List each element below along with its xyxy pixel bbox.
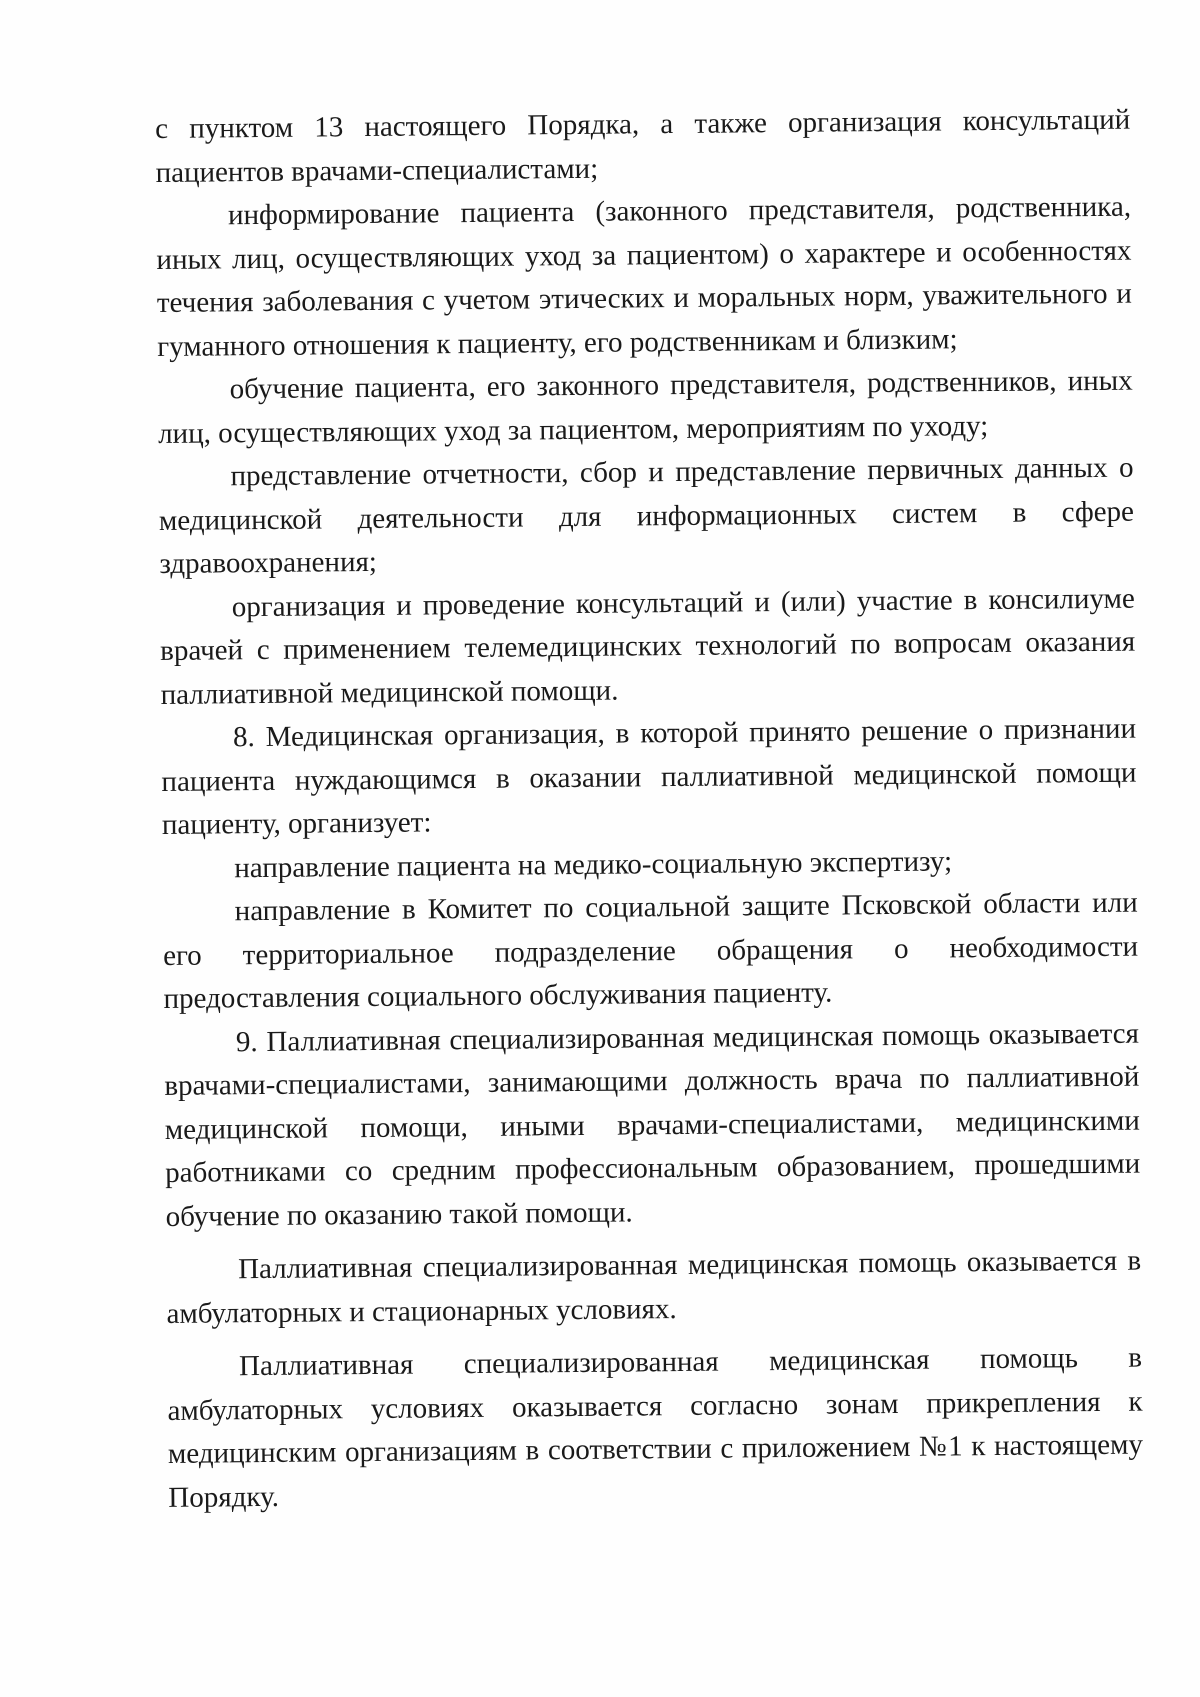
paragraph-consultations: организация и проведение консультаций и (или) участие в консилиуме врачей с применением телемедицинских технологий по вопросам оказания паллиативной медицинской помощи.: [160, 582, 1136, 711]
paragraph-item-9: 9. Паллиативная специализированная медицинская помощь оказывается врачами-специалистами, занимающими должность врача по паллиативной медицинской помощи, иными врачами-специалистами, медицинскими работниками со средним профессиональным образованием, прошедшими обучение по оказанию такой помощи.: [164, 1017, 1141, 1233]
paragraph-outpatient-zones: Паллиативная специализированная медицинская помощь в амбулаторных условиях оказывается согласно зонам прикрепления к медицинским организациям в соответствии с приложением №1 к настоящему Порядку.: [167, 1341, 1144, 1514]
paragraph-item-8: 8. Медицинская организация, в которой принято решение о признании пациента нуждающимся в оказании паллиативной медицинской помощи пациенту, организует:: [161, 712, 1137, 841]
paragraph-conditions: Паллиативная специализированная медицинская помощь оказывается в амбулаторных и стационарных условиях.: [166, 1244, 1142, 1330]
paragraph-referral-expertise: направление пациента на медико-социальную экспертизу;: [234, 844, 953, 884]
paragraph-continuation: с пунктом 13 настоящего Порядка, а также организация консультаций пациентов врачами-специалистами;: [155, 103, 1131, 189]
paragraph-reporting: представление отчетности, сбор и представление первичных данных о медицинской деятельности для информационных систем в сфере здравоохранения;: [158, 451, 1135, 580]
paragraph-referral-committee: направление в Комитет по социальной защите Псковской области или его территориальное подразделение обращения о необходимости предоставления социального обслуживания пациенту.: [162, 886, 1139, 1015]
paragraph-training: обучение пациента, его законного представителя, родственников, иных лиц, осуществляющих уход за пациентом, мероприятиям по уходу;: [157, 364, 1133, 450]
document-body: [155, 99, 1144, 1520]
paragraph-informing: информирование пациента (законного представителя, родственника, иных лиц, осуществляющих уход за пациентом) о характере и особенностях течения заболевания с учетом этических и моральных норм, уважительного и гуманного отношения к пациенту, его родственникам и близким;: [156, 190, 1132, 363]
